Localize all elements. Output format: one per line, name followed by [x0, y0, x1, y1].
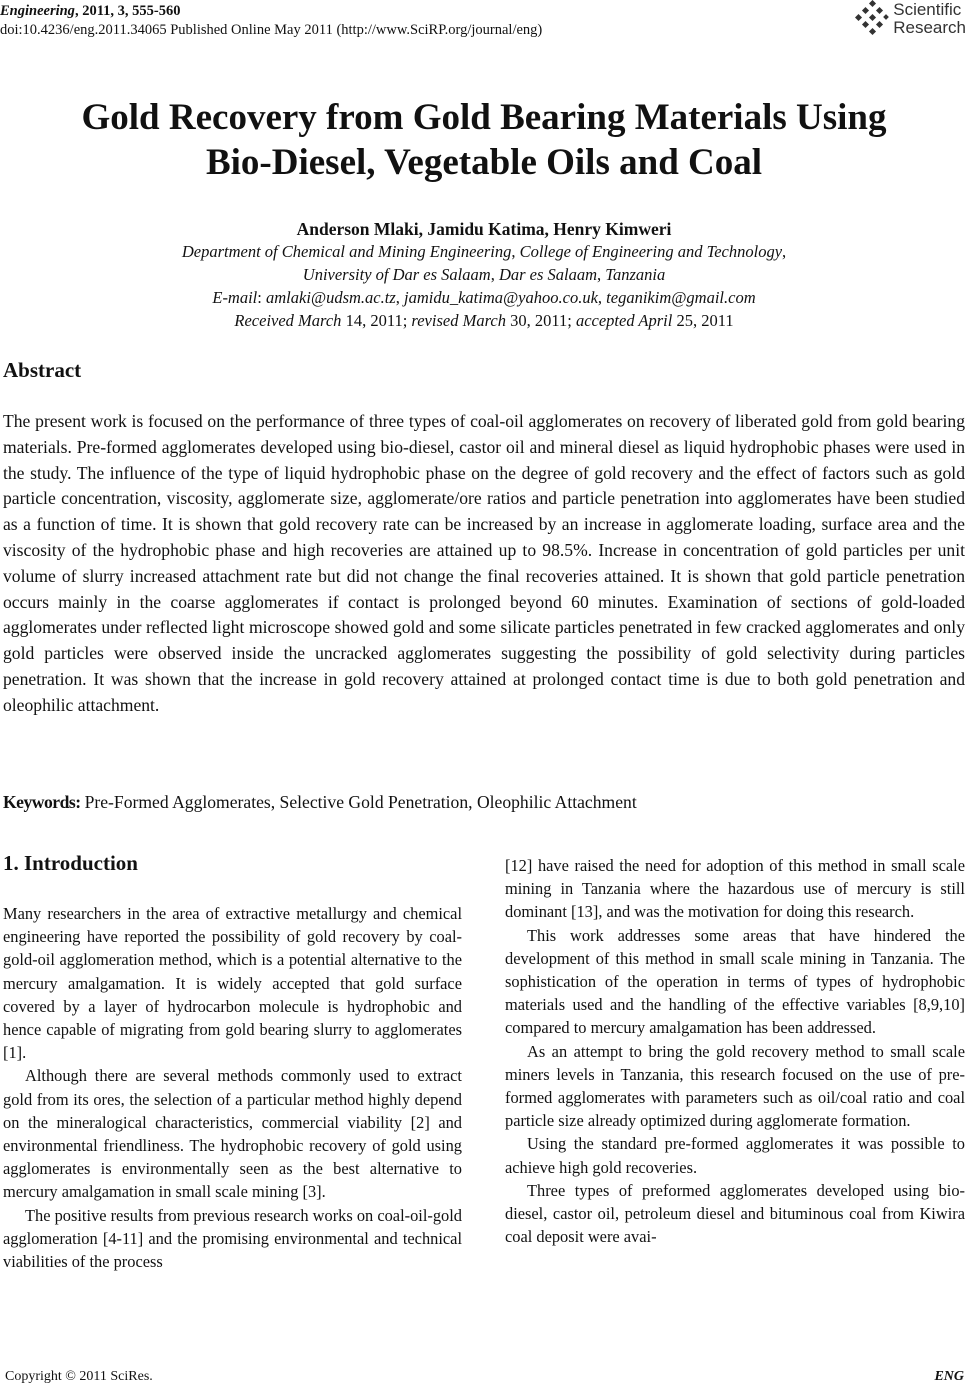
affiliation-dept: Department of Chemical and Mining Engineering [181, 242, 512, 261]
email-label: E-mail [212, 288, 258, 307]
affiliation-line-1: Department of Chemical and Mining Engineering, College of Engineering and Technology, [181, 242, 787, 261]
authors: Anderson Mlaki, Jamidu Katima, Henry Kimweri [296, 219, 672, 239]
journal-volume-pages: , 2011, 3, 555-560 [74, 3, 181, 19]
received-line [0, 310, 968, 332]
email-line: E-mail: amlaki@udsm.ac.tz, jamidu_katima@yahoo.co.uk, teganikim@gmail.com [212, 288, 756, 307]
journal-name: Engineering [0, 3, 75, 19]
email-3[interactable]: teganikim@gmail.com [606, 288, 756, 307]
keywords-label: Keywords: [3, 792, 81, 812]
affiliation-city: Dar es Salaam [498, 265, 598, 284]
affiliation-university: University of Dar es Salaam [302, 265, 491, 284]
section-heading-introduction: 1. Introduction [3, 851, 138, 875]
affiliation-college: College of Engineering and Technology [519, 242, 783, 261]
journal-header [0, 2, 542, 40]
paragraph: Many researchers in the area of extractive metallurgy and chemical engineering have reported the possibility of gold recovery by coal-gold-oil agglomeration method, which is a potential alternative to the mercury amalgamation. It is widely accepted that gold surface covered by a layer of hydrocarbon molecule is hydrophobic and hence capable of migrating from gold bearing slurry to agglomerates [1]. [3, 904, 462, 1063]
paragraph: [12] have raised the need for adoption of this method in small scale mining in Tanzania where the hazardous use of mercury is still dominant [13], and was the motivation for doing this research. [505, 856, 965, 922]
revised-date: 30, 2011; [505, 311, 576, 330]
doi-line: doi:10.4236/eng.2011.34065 Published Online May 2011 (http://www.SciRP.org/journal/eng) [0, 22, 543, 38]
received-label: Received March [234, 311, 342, 330]
logo-line-1: Scientific [893, 0, 962, 19]
journal-citation [0, 2, 542, 21]
abstract-text: The present work is focused on the performance of three types of coal-oil agglomerates on recovery of liberated gold from gold bearing materials. Pre-formed agglomerates developed using bio-diesel, castor oil and mineral diesel as liquid hydrophobic phases were used in the study. The influence of the type of liquid hydrophobic phase on the degree of gold recovery and the effect of factors such as gold particle concentration, viscosity, agglomerate size, agglomerate/ore ratios and particle penetration into agglomerates have been studied as a function of time. It is shown that gold recovery rate can be increased by an increase in agglomerate loading, surface area and the viscosity of the hydrophobic phase and high recoveries are attained up to 98.5%. Increase in concentration of gold particles per unit volume of slurry increased attachment rate but did not change the final recoveries attained. It is shown that gold particle penetration occurs mainly in the coarse agglomerates if contact is prolonged beyond 60 minutes. Examination of sections of gold-loaded agglomerates under reflected light microscope showed gold and some silicate particles penetrated in few cracked agglomerates and only gold particles were observed inside the uncracked agglomerates suggesting the possibility of gold selectivity during particles penetration. It was shown that the increase in gold recovery attained at prolonged contact time is due to both gold penetration and oleophilic attachment. [3, 411, 965, 715]
copyright: Copyright © 2011 SciRes. [5, 1369, 153, 1384]
email-2[interactable]: jamidu_katima@yahoo.co.uk [404, 288, 598, 307]
logo-text [893, 1, 966, 37]
publisher-logo [855, 0, 966, 38]
abstract-heading: Abstract [3, 358, 82, 382]
paragraph: Three types of preformed agglomerates developed using bio-diesel, castor oil, petroleum diesel and bituminous coal from Kiwira coal deposit were avai- [505, 1180, 965, 1247]
logo-line-2: Research [893, 18, 966, 37]
accepted-date: 25, 2011 [672, 311, 734, 330]
scirp-diamond-icon [855, 0, 889, 38]
paragraph: As an attempt to bring the gold recovery method to small scale miners levels in Tanzania, this research focused on the use of pre-formed agglomerates with parameters such as oil/coal ratio and coal particle size already optimized during agglomerate formation. [505, 1041, 965, 1131]
paper-title [0, 95, 968, 185]
title-line-1: Gold Recovery from Gold Bearing Materials Using [81, 97, 887, 138]
affiliation-line-2: University of Dar es Salaam, Dar es Salaam, Tanzania [302, 265, 666, 284]
accepted-label: accepted April [575, 311, 673, 330]
paragraph: Using the standard pre-formed agglomerates it was possible to achieve high gold recoveries. [505, 1134, 965, 1177]
left-column [3, 902, 462, 1273]
affiliation-country: Tanzania [605, 265, 666, 284]
paragraph: The positive results from previous research works on coal-oil-gold agglomeration [4-11] and the promising environmental and technical viabilities of the process [3, 1205, 462, 1272]
keywords [3, 792, 637, 813]
paragraph: Although there are several methods commonly used to extract gold from its ores, the selection of a particular method highly depend on the mineralogical characteristics, commercial viability [2] and environmental friendliness. The hydrophobic recovery of gold using agglomerates is environmentally seen as the best alternative to mercury amalgamation in small scale mining [3]. [3, 1066, 462, 1202]
right-column [505, 854, 965, 1248]
email-1[interactable]: amlaki@udsm.ac.tz [266, 288, 396, 307]
title-line-2: Bio-Diesel, Vegetable Oils and Coal [205, 142, 763, 183]
keywords-list: Pre-Formed Agglomerates, Selective Gold Penetration, Oleophilic Attachment [84, 792, 637, 812]
paragraph: This work addresses some areas that have hindered the development of this method in small scale mining in Tanzania. The sophistication of the operation in terms of types of hydrophobic materials used and the handling of the effective variables [8,9,10] compared to mercury amalgamation has been addressed. [505, 925, 965, 1038]
journal-abbrev: ENG [934, 1369, 964, 1384]
revised-label: revised March [411, 311, 506, 330]
received-date: 14, 2011; [341, 311, 412, 330]
